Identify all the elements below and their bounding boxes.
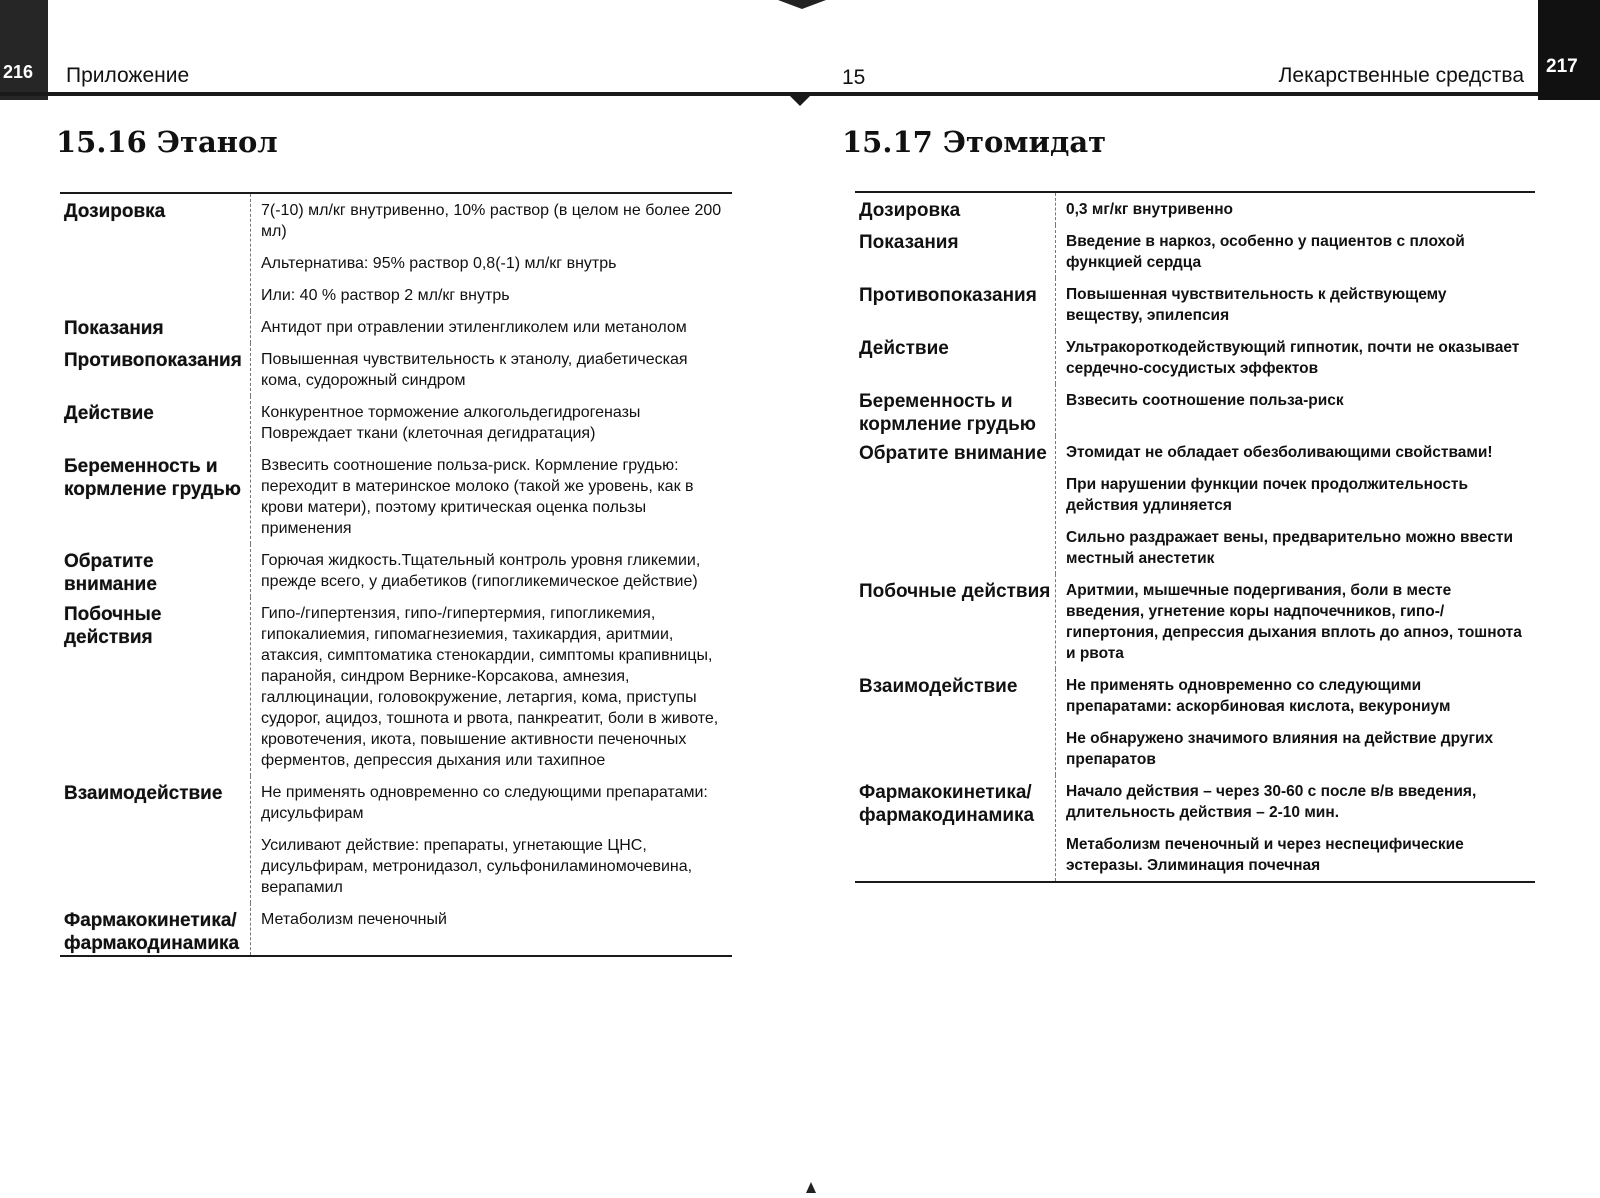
row-value: Не применять одновременно со следующими препаратами: аскорбиновая кислота, векурониум: [1066, 677, 1451, 715]
row-values: [250, 396, 732, 449]
row-label: Обратите внимание: [64, 551, 157, 595]
row-value: Аритмии, мышечные подергивания, боли в месте введения, угнетение коры надпочечников, гипо-/ гипертония, депрессия дыхания вплоть до апноэ, тошнота и рвота: [1066, 582, 1522, 662]
table-row: [60, 343, 732, 396]
row-values: [250, 776, 732, 903]
left-page-number: 216: [3, 62, 34, 82]
row-value: Введение в наркоз, особенно у пациентов с плохой функцией сердца: [1066, 233, 1465, 271]
row-label: Дозировка: [859, 200, 961, 221]
table-row: [855, 331, 1535, 384]
row-label: Обратите внимание: [859, 443, 1047, 464]
row-label: Противопоказания: [64, 350, 242, 371]
table-row: [60, 544, 732, 597]
row-value: Повышенная чувствительность к этанолу, диабетическая кома, судорожный синдром: [261, 351, 688, 389]
table-row: [60, 776, 732, 903]
row-value: Конкурентное торможение алкогольдегидрогеназы Повреждает ткани (клеточная дегидратация): [261, 404, 641, 442]
row-label: Дозировка: [64, 201, 166, 222]
row-value: Метаболизм печеночный: [261, 911, 447, 928]
row-value: Не применять одновременно со следующими препаратами: дисульфирам: [261, 784, 708, 822]
row-value: 7(-10) мл/кг внутривенно, 10% раствор (в целом не более 200 мл): [261, 202, 722, 240]
row-label: Действие: [859, 338, 949, 359]
table-row: [60, 903, 732, 955]
table-row: [60, 396, 732, 449]
row-value: Этомидат не обладает обезболивающими свойствами!: [1066, 444, 1493, 461]
row-values: [1055, 384, 1535, 436]
row-label: Взаимодействие: [859, 676, 1018, 697]
row-values: [250, 343, 732, 396]
row-value: Взвесить соотношение польза-риск: [1066, 392, 1344, 409]
section-title-ethanol: 15.16 Этанол: [56, 125, 278, 159]
row-values: [1055, 225, 1535, 278]
row-label: Побочные действия: [64, 604, 162, 648]
row-label: Фармакокинетика/ фармакодинамика: [859, 782, 1035, 826]
row-label: Действие: [64, 403, 154, 424]
right-page-number: 217: [1546, 56, 1578, 77]
row-value: Антидот при отравлении этиленгликолем или метанолом: [261, 319, 687, 336]
row-values: [1055, 436, 1535, 574]
drug-table-etomidate: [855, 191, 1535, 883]
table-row: [60, 311, 732, 343]
header-rule-right: [808, 92, 1538, 96]
row-label: Побочные действия: [859, 581, 1051, 602]
row-label: Взаимодействие: [64, 783, 223, 804]
row-value: 0,3 мг/кг внутривенно: [1066, 201, 1234, 218]
left-running-title: Приложение: [66, 64, 190, 87]
table-row: [855, 384, 1535, 436]
book-spine-mark-top: [778, 0, 826, 9]
row-label: Противопоказания: [859, 285, 1037, 306]
row-label: Показания: [64, 318, 164, 339]
table-row: [855, 278, 1535, 331]
row-values: [250, 597, 732, 776]
table-row: [855, 775, 1535, 881]
row-values: [250, 194, 732, 311]
table-row: [60, 597, 732, 776]
row-values: [1055, 278, 1535, 331]
row-value: Начало действия – через 30-60 с после в/в введения, длительность действия – 2-10 мин.: [1066, 783, 1477, 821]
row-values: [1055, 193, 1535, 225]
table-row: [855, 225, 1535, 278]
row-value: Альтернатива: 95% раствор 0,8(-1) мл/кг внутрь: [261, 255, 617, 272]
row-values: [1055, 669, 1535, 775]
row-value: Метаболизм печеночный и через неспецифические эстеразы. Элиминация почечная: [1066, 836, 1464, 874]
row-label: Беременность и кормление грудью: [64, 456, 241, 500]
table-row: [855, 193, 1535, 225]
row-values: [1055, 331, 1535, 384]
table-row: [855, 669, 1535, 775]
table-row: [855, 574, 1535, 669]
table-row: [855, 436, 1535, 574]
drug-table-ethanol: [60, 192, 732, 957]
row-values: [250, 449, 732, 544]
row-value: Или: 40 % раствор 2 мл/кг внутрь: [261, 287, 510, 304]
section-title-etomidate: 15.17 Этомидат: [842, 125, 1107, 159]
row-value: Гипо-/гипертензия, гипо-/гипертермия, гипогликемия, гипокалиемия, гипомагнезиемия, тахикардия, аритмии, атаксия, симптоматика стенокардии, симптомы крапивницы, паранойя, синдром Вернике-Корсакова, амнезия, галлюцинации, головокружение, летаргия, кома, приступы судорог, ацидоз, тошнота и рвота, панкреатит, боли в животе, кровотечения, икота, повышение активности печеночных ферментов, депрессия дыхания или тахипное: [261, 605, 719, 769]
row-value: Взвесить соотношение польза-риск. Кормление грудью: переходит в материнское молоко (такой же уровень, как в крови матери), поэтому критическая оценка пользы применения: [261, 457, 694, 537]
right-page-number-box: [1538, 0, 1600, 100]
row-value: Сильно раздражает вены, предварительно можно ввести местный анестетик: [1066, 529, 1514, 567]
row-value: Ультракороткодействующий гипнотик, почти не оказывает сердечно-сосудистых эффектов: [1066, 339, 1520, 377]
row-value: Повышенная чувствительность к действующему веществу, эпилепсия: [1066, 286, 1447, 324]
right-running-title: Лекарственные средства: [1278, 64, 1524, 87]
chapter-number: 15: [842, 66, 866, 89]
table-row: [60, 194, 732, 311]
row-values: [250, 544, 732, 597]
row-values: [250, 903, 732, 955]
row-values: [250, 311, 732, 343]
book-spine-mark: [786, 92, 814, 106]
row-label: Показания: [859, 232, 959, 253]
left-page-number-box: [0, 0, 48, 100]
book-spine-mark-bottom: [806, 1182, 816, 1193]
row-value: Не обнаружено значимого влияния на действие других препаратов: [1066, 730, 1494, 768]
table-row: [60, 449, 732, 544]
row-values: [1055, 775, 1535, 881]
row-value: Усиливают действие: препараты, угнетающие ЦНС, дисульфирам, метронидазол, сульфониламиномочевина, верапамил: [261, 837, 693, 896]
row-values: [1055, 574, 1535, 669]
row-value: Горючая жидкость.Тщательный контроль уровня гликемии, прежде всего, у диабетиков (гипогликемическое действие): [261, 552, 701, 590]
row-value: При нарушении функции почек продолжительность действия удлиняется: [1066, 476, 1469, 514]
row-label: Беременность и кормление грудью: [859, 391, 1036, 435]
header-rule-left: [0, 92, 790, 96]
row-label: Фармакокинетика/ фармакодинамика: [64, 910, 240, 954]
